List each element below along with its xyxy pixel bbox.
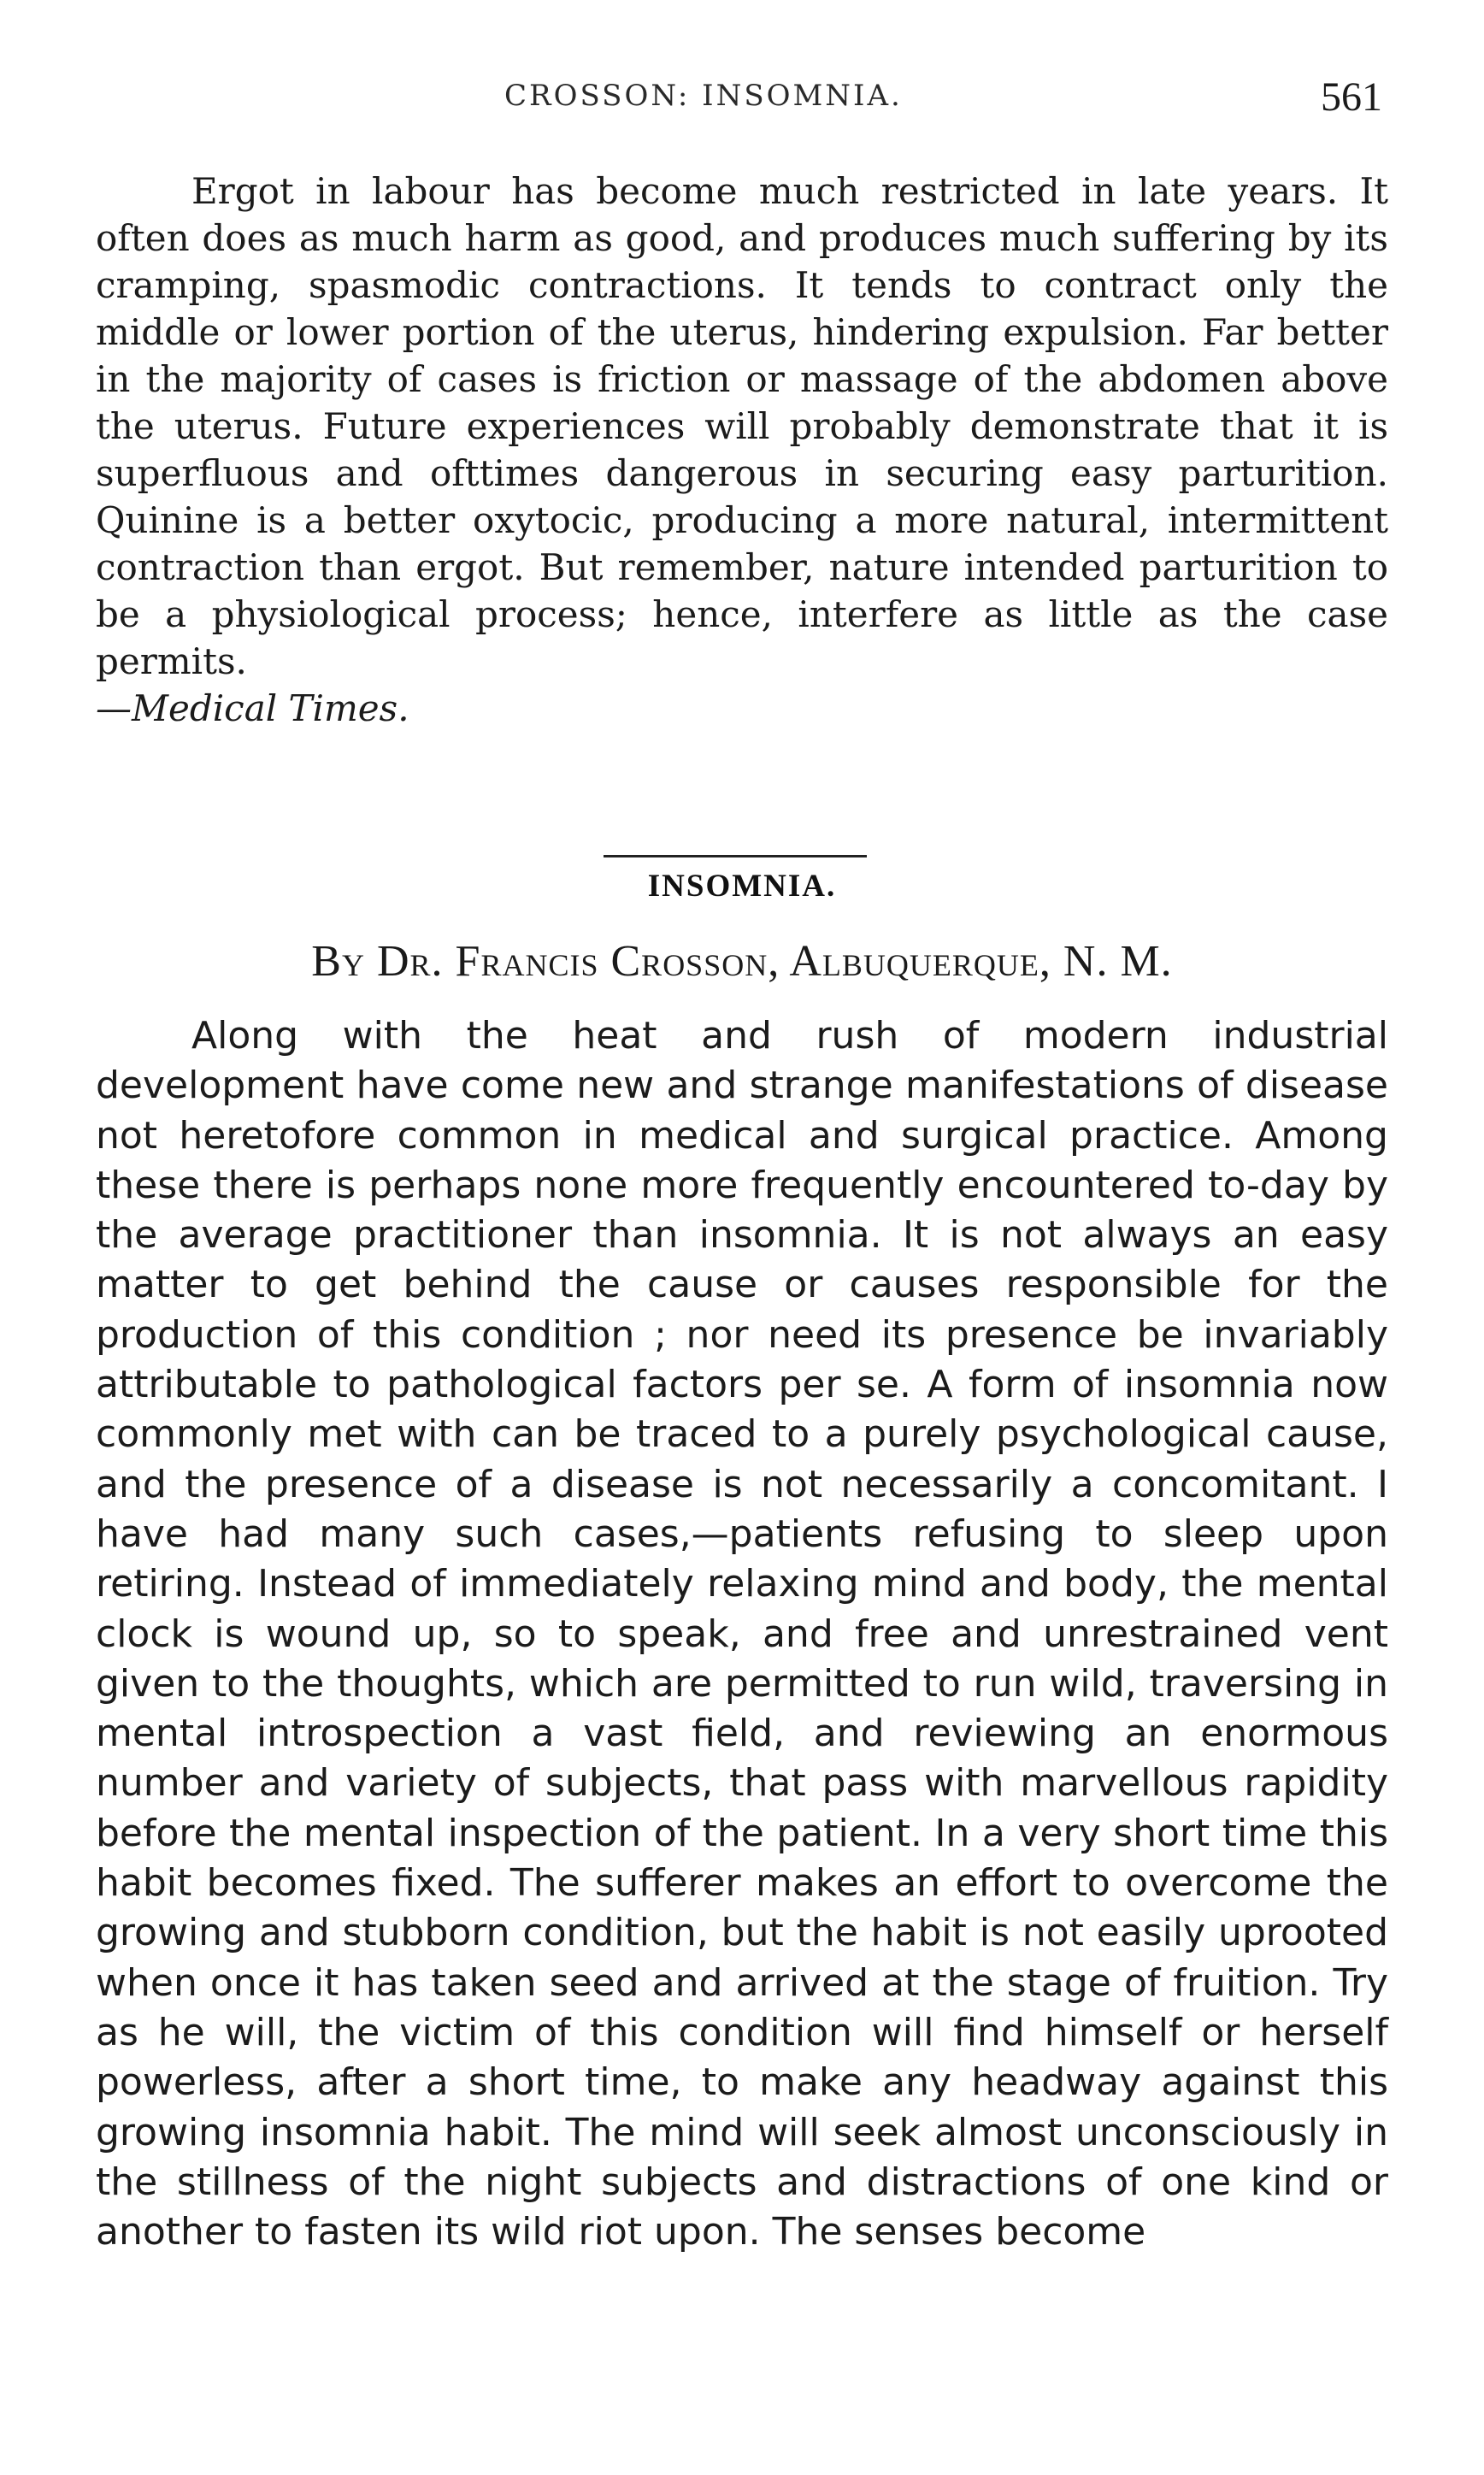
article-paragraph: Along with the heat and rush of modern industrial development have come new and strange manifestations of disease not heretofore common in medical and surgical practice. Among these there is perhaps none more frequently encountered to-day by the average practitioner than insomnia. It is not always an easy matter to get behind the cause or causes responsible for the production of this condition ; nor need its presence be invariably attributable to pathological factors per se. A form of insomnia now commonly met with can be traced to a purely psychological cause, and the presence of a disease is not necessarily a concomitant. I have had many such cases,—patients refusing to sleep upon retiring. Instead of immediately relaxing mind and body, the mental clock is wound up, so to speak, and free and unrestrained vent given to the thoughts, which are permitted to run wild, traversing in mental introspection a vast field, and reviewing an enormous number and variety of subjects, that pass with marvellous rapidity before the mental inspection of the patient. In a very short time this habit becomes fixed. The sufferer makes an effort to overcome the growing and stubborn condition, but the habit is not easily uprooted when once it has taken seed and arrived at the stage of fruition. Try as he will, the victim of this condition will find himself or herself powerless, after a short time, to make any headway against this growing insomnia habit. The mind will seek almost unconsciously in the stillness of the night subjects and distractions of one kind or another to fasten its wild riot upon. The senses become [96,1014,1388,2254]
article-body [96,1011,1388,2257]
previous-article-text: Ergot in labour has become much restricted in late years. It often does as much harm as good, and produces much suffering by its cramping, spasmodic contractions. It tends to contract only the middle or lower portion of the uterus, hindering expulsion. Far better in the majority of cases is friction or massage of the abdomen above the uterus. Future experiences will probably demonstrate that it is superfluous and ofttimes dangerous in securing easy parturition. Quinine is a better oxytocic, producing a more natural, intermittent contraction than ergot. But remember, nature intended parturition to be a physiological process; hence, interfere as little as the case permits. [96,170,1388,682]
page-number: 561 [1321,74,1382,120]
previous-article-excerpt [96,168,1388,732]
author-byline: By Dr. Francis Crosson, Albuquerque, N. M. [311,937,1173,986]
running-head [0,74,1484,125]
running-title: CROSSON: INSOMNIA. [504,79,903,113]
section-divider [604,855,867,857]
attribution: —Medical Times. [96,687,409,729]
article-title: INSOMNIA. [647,869,837,904]
previous-article-paragraph [96,168,1388,732]
